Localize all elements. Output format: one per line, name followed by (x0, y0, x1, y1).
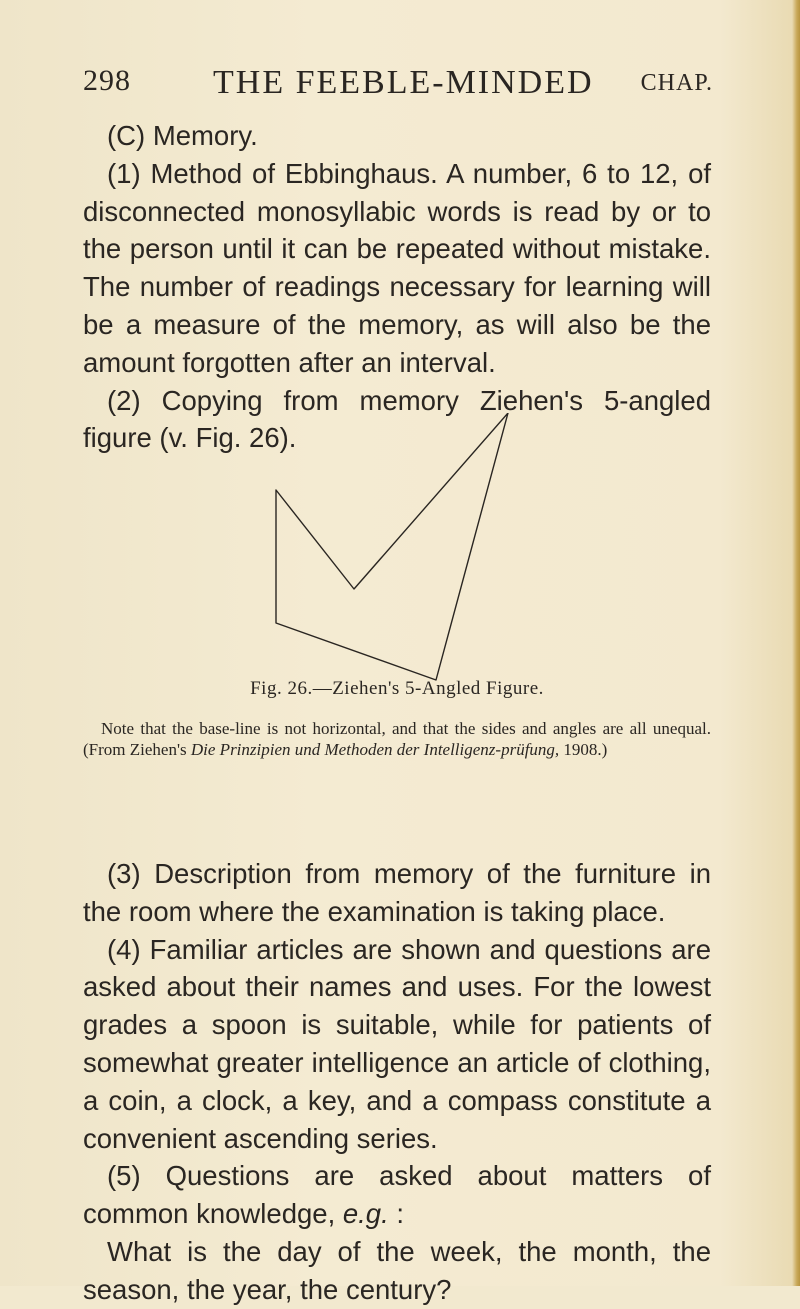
page-number: 298 (83, 64, 131, 97)
para5-lead: (5) Questions are asked about matters of common knowledge, (83, 1160, 711, 1230)
figure-caption: Fig. 26.—Ziehen's 5-Angled Figure. (250, 678, 544, 699)
chapter-label: CHAP. (640, 70, 713, 96)
para5-eg: e.g. (342, 1198, 389, 1230)
ziehen-five-angled-figure (268, 413, 528, 683)
figure-outline (276, 413, 508, 680)
para5-tail: : (388, 1198, 405, 1230)
paragraph-5 (83, 1157, 711, 1233)
note-lead: Note that the base-line is not horizontal, and that the sides and angles are all unequal. (From Ziehen's (83, 719, 711, 759)
text-block-bottom (83, 855, 711, 1309)
figure-note (83, 718, 711, 760)
note-title: Die Prinzipien und Methoden der Intelligenz-prüfung, (190, 740, 560, 759)
paragraph-4: (4) Familiar articles are shown and questions are asked about their names and uses. For the lowest grades a spoon is suitable, while for patients of somewhat greater intelligence an article of clothing, a coin, a clock, a key, and a compass constitute a convenient ascending series. (83, 933, 711, 1154)
section-heading: (C) Memory. (107, 120, 258, 151)
page-edge (792, 0, 800, 1286)
note-tail: 1908.) (559, 740, 608, 759)
paragraph-2: (2) Copying from memory Ziehen's 5-angled figure (v. Fig. 26). (83, 384, 711, 454)
paragraph-1: (1) Method of Ebbinghaus. A number, 6 to 12, of disconnected monosyllabic words is read by or to the person until it can be repeated without mistake. The number of readings necessary for learning will be a measure of the memory, as will also be the amount forgotten after an interval. (83, 157, 711, 378)
text-block-top (83, 117, 711, 457)
final-question: What is the day of the week, the month, the season, the year, the century? (83, 1235, 711, 1305)
running-title: THE FEEBLE-MINDED (213, 64, 594, 101)
running-head (83, 64, 713, 108)
paragraph-3: (3) Description from memory of the furniture in the room where the examination is taking place. (83, 858, 711, 927)
